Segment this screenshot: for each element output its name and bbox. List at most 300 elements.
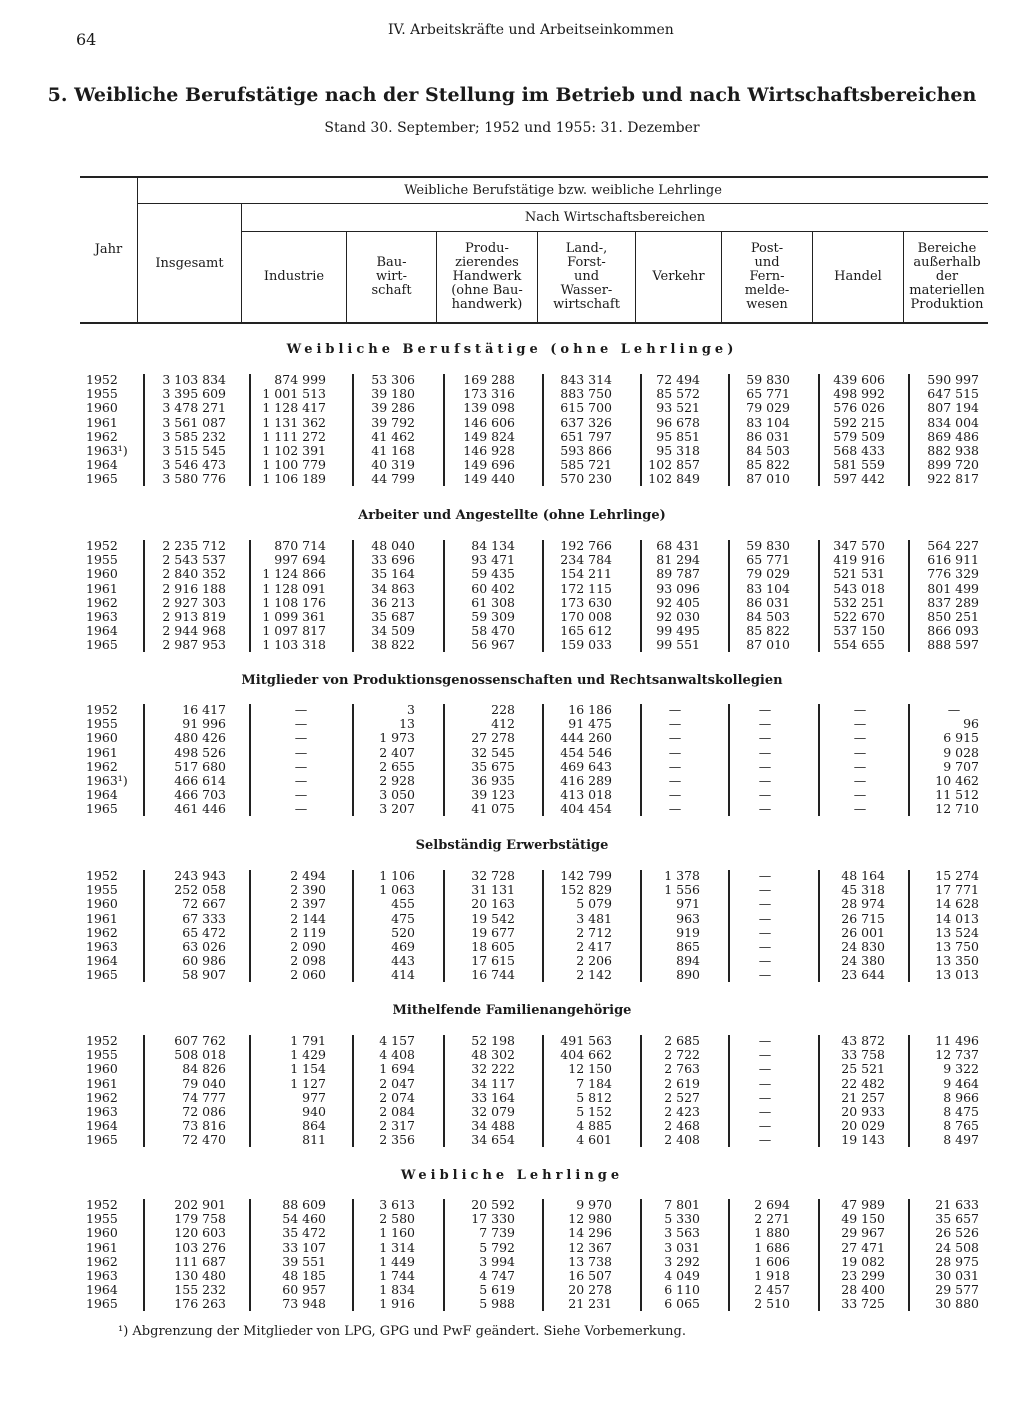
value-cell: 977 (302, 1089, 326, 1105)
value-cell: 33 758 (841, 1047, 885, 1063)
value-cell: 2 527 (664, 1089, 700, 1105)
value-cell: — (668, 758, 682, 774)
year-cell: 1964 (86, 457, 118, 473)
value-cell: 616 911 (927, 552, 979, 568)
value-cell: 19 542 (471, 910, 515, 926)
value-cell: 4 601 (576, 1132, 612, 1148)
year-cell: 1965 (86, 967, 118, 983)
value-cell: 87 010 (746, 637, 790, 653)
value-cell: 28 400 (841, 1282, 885, 1298)
value-cell: 6 065 (664, 1296, 700, 1312)
value-cell: — (758, 868, 772, 883)
value-cell: 2 060 (290, 967, 326, 983)
header-group: Weibliche Berufstätige bzw. weibliche Lehrlinge (404, 182, 722, 198)
value-cell: 3 395 609 (162, 386, 226, 402)
value-cell: 2 206 (576, 953, 612, 969)
year-cell: 1952 (86, 1197, 118, 1212)
value-cell: 1 791 (290, 1033, 326, 1048)
value-cell: 169 288 (463, 372, 515, 387)
table-row (0, 869, 1024, 883)
value-cell: 85 822 (746, 457, 790, 473)
year-cell: 1952 (86, 538, 118, 553)
value-cell: 243 943 (174, 868, 226, 883)
value-cell: 88 609 (282, 1197, 326, 1212)
table-row (0, 1077, 1024, 1091)
value-cell: 176 263 (174, 1296, 226, 1312)
section-title: Mithelfende Familienangehörige (392, 1003, 632, 1018)
value-cell: 29 577 (935, 1282, 979, 1298)
header-insgesamt: Insgesamt (155, 256, 224, 271)
value-cell: 404 662 (560, 1047, 612, 1063)
value-cell: 1 744 (379, 1268, 415, 1283)
value-cell: 39 286 (371, 400, 415, 416)
value-cell: 593 866 (560, 443, 612, 458)
table-row (0, 539, 1024, 553)
value-cell: 47 989 (841, 1197, 885, 1212)
year-cell: 1964 (86, 1118, 118, 1134)
value-cell: — (758, 801, 772, 817)
header-verkehr: Verkehr (652, 269, 705, 284)
value-cell: 35 675 (471, 758, 515, 774)
value-cell: — (758, 730, 772, 746)
value-cell: 4 885 (576, 1118, 612, 1134)
value-cell: 34 863 (371, 580, 415, 596)
value-cell: — (758, 882, 772, 898)
value-cell: 74 777 (182, 1089, 226, 1105)
value-cell: 23 644 (841, 967, 885, 983)
table-row (0, 703, 1024, 717)
value-cell: 24 380 (841, 953, 885, 969)
value-cell: 5 792 (479, 1239, 515, 1255)
value-cell: 21 231 (568, 1296, 612, 1312)
year-cell: 1952 (86, 702, 118, 717)
value-cell: 34 509 (371, 623, 415, 639)
year-cell: 1963 (86, 939, 118, 954)
value-cell: 2 457 (754, 1282, 790, 1298)
table-row (0, 444, 1024, 458)
value-cell: 19 143 (841, 1132, 885, 1148)
table-row (0, 1048, 1024, 1062)
value-cell: 2 390 (290, 882, 326, 898)
year-cell: 1963 (86, 609, 118, 624)
table-row (0, 1297, 1024, 1311)
value-cell: — (853, 744, 867, 760)
table-row (0, 430, 1024, 444)
year-cell: 1960 (86, 896, 118, 912)
value-cell: 850 251 (927, 609, 979, 624)
value-cell: 84 134 (471, 538, 515, 553)
value-cell: 2 916 188 (162, 580, 226, 596)
value-cell: 84 826 (182, 1061, 226, 1077)
value-cell: 39 551 (282, 1253, 326, 1269)
value-cell: 65 771 (746, 552, 790, 568)
value-cell: 2 840 352 (162, 566, 226, 582)
value-cell: 480 426 (174, 730, 226, 746)
value-cell: 12 367 (568, 1239, 612, 1255)
value-cell: 14 628 (935, 896, 979, 912)
section-title: Weibliche Lehrlinge (400, 1168, 624, 1183)
value-cell: 24 508 (935, 1239, 979, 1255)
table-row (0, 1062, 1024, 1076)
header-bereiche: Bereiche außerhalb der materiellen Produktion (909, 241, 985, 312)
value-cell: 1 108 176 (262, 594, 326, 610)
value-cell: — (758, 716, 772, 732)
value-cell: 16 417 (182, 702, 226, 717)
value-cell: 165 612 (560, 623, 612, 639)
value-cell: 2 098 (290, 953, 326, 969)
value-cell: 3 563 (664, 1225, 700, 1241)
header-bauwirtschaft: Bau- wirt- schaft (371, 255, 412, 298)
value-cell: — (758, 939, 772, 954)
value-cell: — (758, 702, 772, 717)
value-cell: — (853, 730, 867, 746)
value-cell: 2 408 (664, 1132, 700, 1148)
value-cell: 2 090 (290, 939, 326, 954)
value-cell: 67 333 (182, 910, 226, 926)
value-cell: 2 543 537 (162, 552, 226, 568)
value-cell: 1 124 866 (262, 566, 326, 582)
value-cell: 837 289 (927, 594, 979, 610)
value-cell: 11 496 (935, 1033, 979, 1048)
year-cell: 1962 (86, 594, 118, 610)
value-cell: — (294, 787, 308, 803)
value-cell: 5 812 (576, 1089, 612, 1105)
value-cell: 21 633 (935, 1197, 979, 1212)
value-cell: 2 655 (379, 758, 415, 774)
value-cell: 59 435 (471, 566, 515, 582)
value-cell: — (853, 758, 867, 774)
table-row (0, 582, 1024, 596)
value-cell: 414 (391, 967, 415, 983)
value-cell: 41 075 (471, 801, 515, 817)
value-cell: 6 915 (943, 730, 979, 746)
value-cell: 454 546 (560, 744, 612, 760)
value-cell: 38 822 (371, 637, 415, 653)
value-cell: 2 074 (379, 1089, 415, 1105)
header-bottom-rule (80, 322, 988, 324)
value-cell: — (758, 924, 772, 940)
value-cell: 443 (391, 953, 415, 969)
value-cell: 40 319 (371, 457, 415, 473)
value-cell: 581 559 (833, 457, 885, 473)
value-cell: — (758, 773, 772, 788)
value-cell: 2 119 (290, 924, 326, 940)
header-jahr: Jahr (94, 242, 123, 257)
year-cell: 1955 (86, 1047, 118, 1063)
value-cell: 12 710 (935, 801, 979, 817)
value-cell: 7 739 (479, 1225, 515, 1241)
value-cell: 49 150 (841, 1211, 885, 1227)
value-cell: 29 967 (841, 1225, 885, 1241)
value-cell: 99 495 (656, 623, 700, 639)
value-cell: 20 592 (471, 1197, 515, 1212)
table-row (0, 553, 1024, 567)
value-cell: 43 872 (841, 1033, 885, 1048)
value-cell: 86 031 (746, 428, 790, 444)
table-row (0, 1269, 1024, 1283)
value-cell: 48 302 (471, 1047, 515, 1063)
table-row (0, 401, 1024, 415)
value-cell: 41 168 (371, 443, 415, 458)
table-row (0, 968, 1024, 982)
table-row (0, 1212, 1024, 1226)
year-cell: 1965 (86, 801, 118, 817)
value-cell: 52 198 (471, 1033, 515, 1048)
value-cell: 5 079 (576, 896, 612, 912)
value-cell: 102 849 (648, 471, 700, 487)
value-cell: 34 117 (471, 1075, 515, 1091)
year-cell: 1961 (86, 580, 118, 596)
value-cell: 228 (491, 702, 515, 717)
value-cell: 87 010 (746, 471, 790, 487)
table-row (0, 731, 1024, 745)
value-cell: 2 047 (379, 1075, 415, 1091)
value-cell: 1 694 (379, 1061, 415, 1077)
value-cell: 1 097 817 (262, 623, 326, 639)
value-cell: 93 471 (471, 552, 515, 568)
value-cell: 72 494 (656, 372, 700, 387)
table-row (0, 717, 1024, 731)
value-cell: — (758, 1047, 772, 1063)
value-cell: 466 614 (174, 773, 226, 788)
subgroup-rule (242, 231, 988, 232)
table-row (0, 926, 1024, 940)
value-cell: 1 111 272 (262, 428, 326, 444)
value-cell: 1 556 (664, 882, 700, 898)
value-cell: 8 966 (943, 1089, 979, 1105)
value-cell: — (758, 896, 772, 912)
value-cell: 2 927 303 (162, 594, 226, 610)
footnote: ¹) Abgrenzung der Mitglieder von LPG, GPG und PwF geändert. Siehe Vorbemerkung. (118, 1324, 687, 1339)
value-cell: 33 725 (841, 1296, 885, 1312)
value-cell: 13 750 (935, 939, 979, 954)
value-cell: 7 184 (576, 1075, 612, 1091)
year-cell: 1965 (86, 1132, 118, 1148)
value-cell: — (668, 773, 682, 788)
value-cell: 53 306 (371, 372, 415, 387)
value-cell: 17 330 (471, 1211, 515, 1227)
value-cell: 61 308 (471, 594, 515, 610)
table-row (0, 1241, 1024, 1255)
value-cell: 1 128 091 (262, 580, 326, 596)
year-cell: 1963 (86, 1104, 118, 1119)
value-cell: 30 031 (935, 1268, 979, 1283)
value-cell: 491 563 (560, 1033, 612, 1048)
value-cell: 26 715 (841, 910, 885, 926)
header-industrie: Industrie (263, 269, 325, 284)
value-cell: — (758, 967, 772, 983)
value-cell: 615 700 (560, 400, 612, 416)
table-row (0, 1198, 1024, 1212)
value-cell: 8 475 (943, 1104, 979, 1119)
value-cell: — (758, 1061, 772, 1077)
value-cell: 8 765 (943, 1118, 979, 1134)
value-cell: 1 103 318 (262, 637, 326, 653)
value-cell: 14 296 (568, 1225, 612, 1241)
year-cell: 1963¹) (86, 773, 128, 788)
value-cell: 475 (391, 910, 415, 926)
value-cell: 24 830 (841, 939, 885, 954)
value-cell: 72 470 (182, 1132, 226, 1148)
table-row (0, 1283, 1024, 1297)
value-cell: 1 916 (379, 1296, 415, 1312)
value-cell: 3 031 (664, 1239, 700, 1255)
year-cell: 1962 (86, 924, 118, 940)
value-cell: 1 063 (379, 882, 415, 898)
value-cell: — (853, 773, 867, 788)
value-cell: 33 164 (471, 1089, 515, 1105)
value-cell: 36 935 (471, 773, 515, 788)
year-cell: 1964 (86, 953, 118, 969)
value-cell: 1 918 (754, 1268, 790, 1283)
value-cell: 83 104 (746, 414, 790, 430)
year-cell: 1962 (86, 428, 118, 444)
value-cell: 72 667 (182, 896, 226, 912)
value-cell: 72 086 (182, 1104, 226, 1119)
value-cell: 971 (676, 896, 700, 912)
table-row (0, 416, 1024, 430)
value-cell: 347 570 (833, 538, 885, 553)
value-cell: 1 973 (379, 730, 415, 746)
value-cell: 894 (676, 953, 700, 969)
table-row (0, 567, 1024, 581)
value-cell: 1 102 391 (262, 443, 326, 458)
value-cell: 33 696 (371, 552, 415, 568)
year-cell: 1960 (86, 1061, 118, 1077)
value-cell: — (853, 702, 867, 717)
value-cell: 192 766 (560, 538, 612, 553)
value-cell: — (758, 1089, 772, 1105)
value-cell: 919 (676, 924, 700, 940)
value-cell: 1 131 362 (262, 414, 326, 430)
value-cell: 1 127 (290, 1075, 326, 1091)
value-cell: 9 970 (576, 1197, 612, 1212)
value-cell: 412 (491, 716, 515, 732)
year-cell: 1952 (86, 372, 118, 387)
value-cell: 940 (302, 1104, 326, 1119)
value-cell: 455 (391, 896, 415, 912)
table-row (0, 883, 1024, 897)
value-cell: — (758, 744, 772, 760)
value-cell: 922 817 (927, 471, 979, 487)
table-row (0, 1226, 1024, 1240)
value-cell: — (758, 1118, 772, 1134)
value-cell: 13 350 (935, 953, 979, 969)
table-row (0, 1091, 1024, 1105)
value-cell: 26 001 (841, 924, 885, 940)
value-cell: 142 799 (560, 868, 612, 883)
value-cell: 33 107 (282, 1239, 326, 1255)
value-cell: 2 235 712 (162, 538, 226, 553)
value-cell: 597 442 (833, 471, 885, 487)
year-cell: 1955 (86, 1211, 118, 1227)
value-cell: 20 933 (841, 1104, 885, 1119)
value-cell: 20 278 (568, 1282, 612, 1298)
year-cell: 1962 (86, 1253, 118, 1269)
value-cell: 59 830 (746, 372, 790, 387)
value-cell: 58 907 (182, 967, 226, 983)
value-cell: 84 503 (746, 443, 790, 458)
value-cell: 28 974 (841, 896, 885, 912)
table-row (0, 472, 1024, 486)
value-cell: 155 232 (174, 1282, 226, 1298)
value-cell: — (758, 1132, 772, 1148)
value-cell: 172 115 (560, 580, 612, 596)
value-cell: 521 531 (833, 566, 885, 582)
table-row (0, 788, 1024, 802)
value-cell: 444 260 (560, 730, 612, 746)
table-row (0, 774, 1024, 788)
table-row (0, 746, 1024, 760)
year-cell: 1955 (86, 882, 118, 898)
value-cell: 2 722 (664, 1047, 700, 1063)
value-cell: 86 031 (746, 594, 790, 610)
value-cell: 81 294 (656, 552, 700, 568)
value-cell: 10 462 (935, 773, 979, 788)
value-cell: 95 318 (656, 443, 700, 458)
value-cell: 16 744 (471, 967, 515, 983)
value-cell: 776 329 (927, 566, 979, 582)
value-cell: 252 058 (174, 882, 226, 898)
value-cell: 68 431 (656, 538, 700, 553)
value-cell: 13 013 (935, 967, 979, 983)
value-cell: 35 164 (371, 566, 415, 582)
value-cell: 579 509 (833, 428, 885, 444)
value-cell: 5 988 (479, 1296, 515, 1312)
value-cell: 19 082 (841, 1253, 885, 1269)
value-cell: 146 606 (463, 414, 515, 430)
table-row (0, 1105, 1024, 1119)
value-cell: 592 215 (833, 414, 885, 430)
section-title: Weibliche Berufstätige (ohne Lehrlinge) (286, 342, 738, 357)
value-cell: 1 429 (290, 1047, 326, 1063)
value-cell: 3 481 (576, 910, 612, 926)
value-cell: 416 289 (560, 773, 612, 788)
year-cell: 1960 (86, 400, 118, 416)
value-cell: — (758, 787, 772, 803)
value-cell: — (294, 716, 308, 732)
value-cell: 4 049 (664, 1268, 700, 1283)
value-cell: 12 737 (935, 1047, 979, 1063)
value-cell: 35 472 (282, 1225, 326, 1241)
value-cell: 59 830 (746, 538, 790, 553)
value-cell: 202 901 (174, 1197, 226, 1212)
value-cell: 870 714 (274, 538, 326, 553)
value-cell: 9 322 (943, 1061, 979, 1077)
value-cell: 4 157 (379, 1033, 415, 1048)
year-cell: 1955 (86, 716, 118, 732)
value-cell: 2 944 968 (162, 623, 226, 639)
value-cell: 498 992 (833, 386, 885, 402)
value-cell: — (853, 801, 867, 817)
value-cell: 419 916 (833, 552, 885, 568)
value-cell: 13 524 (935, 924, 979, 940)
value-cell: 843 314 (560, 372, 612, 387)
value-cell: 48 040 (371, 538, 415, 553)
value-cell: 12 150 (568, 1061, 612, 1077)
value-cell: 564 227 (927, 538, 979, 553)
value-cell: — (758, 1075, 772, 1091)
value-cell: 439 606 (833, 372, 885, 387)
value-cell: 2 494 (290, 868, 326, 883)
value-cell: 179 758 (174, 1211, 226, 1227)
value-cell: 32 222 (471, 1061, 515, 1077)
value-cell: — (758, 1033, 772, 1048)
value-cell: 89 787 (656, 566, 700, 582)
value-cell: 404 454 (560, 801, 612, 817)
value-cell: 17 615 (471, 953, 515, 969)
value-cell: 2 763 (664, 1061, 700, 1077)
